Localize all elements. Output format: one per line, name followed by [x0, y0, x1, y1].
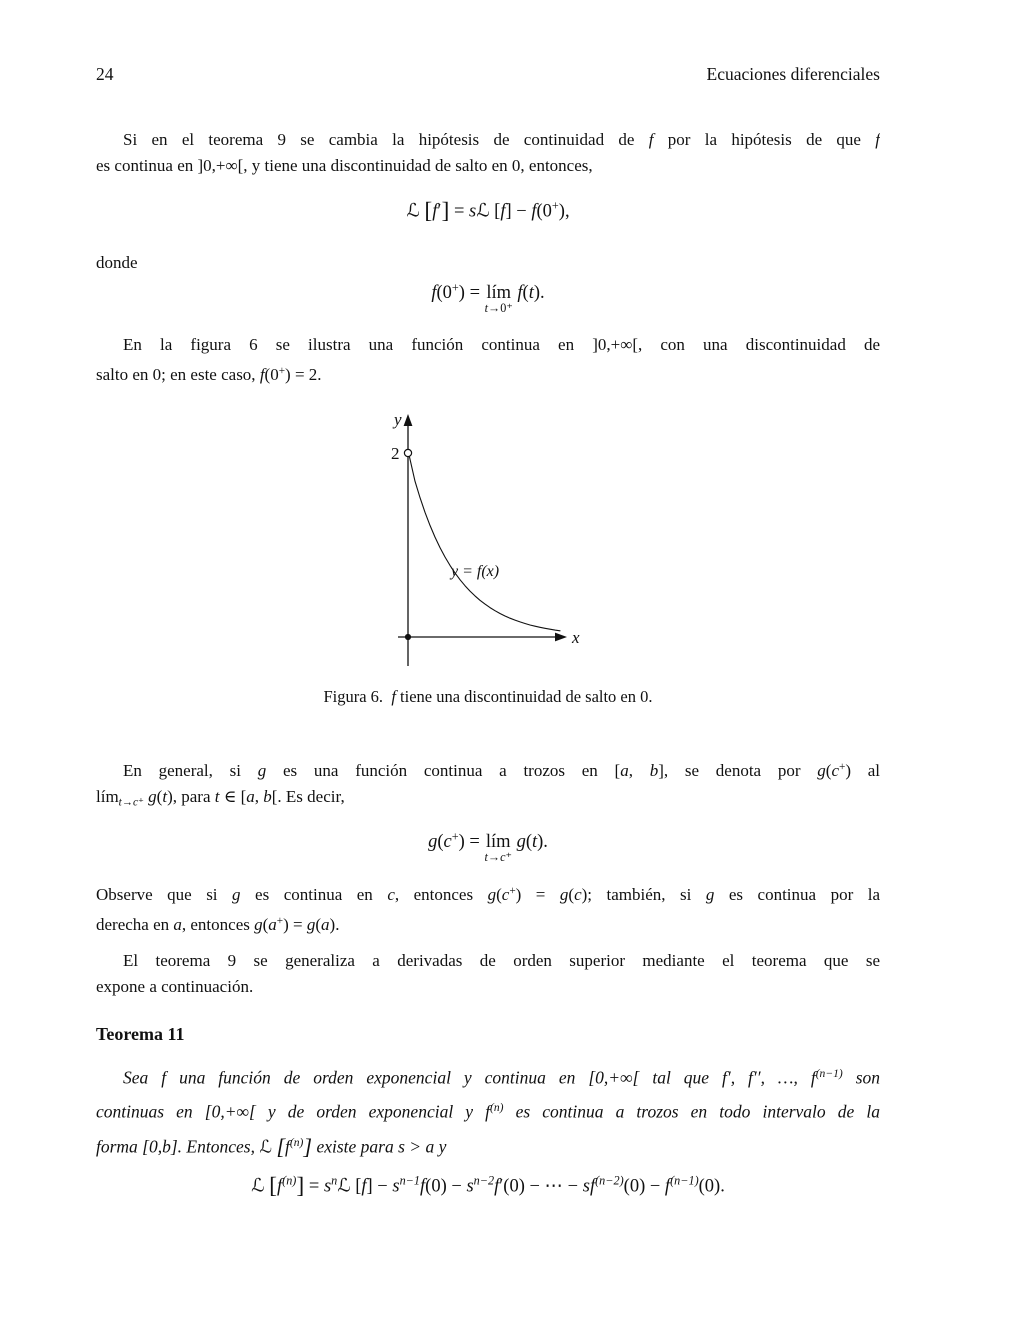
y-tick-label: 2 — [391, 444, 400, 463]
text-line: forma [0,b]. Entonces, ℒ $[f^{(n)}]$ existe para s > a y — [96, 1133, 447, 1159]
text-line: expone a continuación. — [96, 977, 254, 996]
paragraph-intro — [96, 127, 880, 179]
paragraph-figura6 — [96, 332, 880, 388]
paragraph-generaliza — [96, 948, 880, 1000]
text-line: Si en el teorema 9 se cambia la hipótesis de continuidad de f por la hipótesis de que f — [123, 130, 880, 149]
paragraph-donde — [96, 250, 880, 276]
limit-word: lím — [486, 282, 512, 303]
formula-gc-limit — [96, 827, 880, 865]
formula-f0-limit — [96, 278, 880, 316]
origin-point — [405, 634, 411, 640]
formula-part: g(c+) = — [428, 829, 485, 852]
text-line: es continua en ]0,+∞[, y tiene una discontinuidad de salto en 0, entonces, — [96, 156, 593, 175]
formula-laplace-derivative: ℒ [f′] = sℒ [f] − f(0+), — [406, 198, 570, 224]
theorem-11-body — [96, 1059, 880, 1163]
curve-label: y = f(x) — [451, 563, 500, 580]
text-line: El teorema 9 se generaliza a derivadas de orden superior mediante el teorema que se — [123, 951, 880, 970]
formula-part: f(0+) = — [431, 280, 485, 303]
page-header — [96, 64, 880, 85]
function-curve — [410, 457, 561, 631]
y-axis-arrow-icon — [404, 414, 413, 426]
formula-part: f(t). — [517, 282, 545, 303]
figure-6-graph — [385, 406, 585, 671]
x-axis-arrow-icon — [555, 633, 567, 642]
text-line: Observe que si g es continua en c, entonces g(c+) = g(c); también, si g es continua por la — [96, 885, 880, 905]
paragraph-observe — [96, 878, 880, 938]
text-line: Sea f una función de orden exponencial y continua en [0,+∞[ tal que f′, f′′, …, $f^{(n-1)}$ son — [123, 1067, 880, 1088]
paragraph-en-general — [96, 754, 880, 816]
limit-stack — [484, 833, 511, 864]
limit-subscript: t→0⁺ — [484, 301, 513, 316]
page-number: 24 — [96, 64, 114, 84]
formula-laplace-nth-derivative: ℒ $[f^{(n)}]$ = $s^nℒ$ $[f] - s^{n-1}f(0) - s^{n-2}f'(0)$ − ⋯ − $sf^{(n-2)}(0) - f^{(n-1)}(0)$. — [251, 1173, 725, 1199]
limit-word: lím — [485, 831, 511, 852]
running-title: Ecuaciones diferenciales — [706, 64, 880, 84]
text-line: continuas en [0,+∞[ y de orden exponencial y $f^{(n)}$ es continua a trozos en todo intervalo de la — [96, 1101, 880, 1122]
text-line: salto en 0; en este caso, f(0+) = 2. — [96, 365, 322, 385]
limit-stack — [485, 284, 513, 315]
formula-part: g(t). — [516, 831, 548, 852]
y-axis-label: y — [394, 410, 402, 429]
text-line: En la figura 6 se ilustra una función continua en ]0,+∞[, con una discontinuidad de — [123, 335, 880, 354]
text-line: derecha en a, entonces g(a+) = g(a). — [96, 915, 340, 935]
text-line: En general, si g es una función continua a trozos en [a, b], se denota por g(c+) al — [123, 761, 880, 781]
text-line: límt→c⁺ g(t), para t ∈ [a, b[. Es decir, — [96, 787, 345, 809]
open-point — [404, 449, 411, 456]
x-axis-label: x — [572, 628, 580, 647]
limit-subscript: t→c⁺ — [484, 850, 512, 865]
theorem-11-heading: Teorema 11 — [96, 1024, 185, 1044]
figure-caption: Figura 6. f tiene una discontinuidad de salto en 0. — [323, 687, 653, 706]
text-line: donde — [96, 253, 138, 272]
